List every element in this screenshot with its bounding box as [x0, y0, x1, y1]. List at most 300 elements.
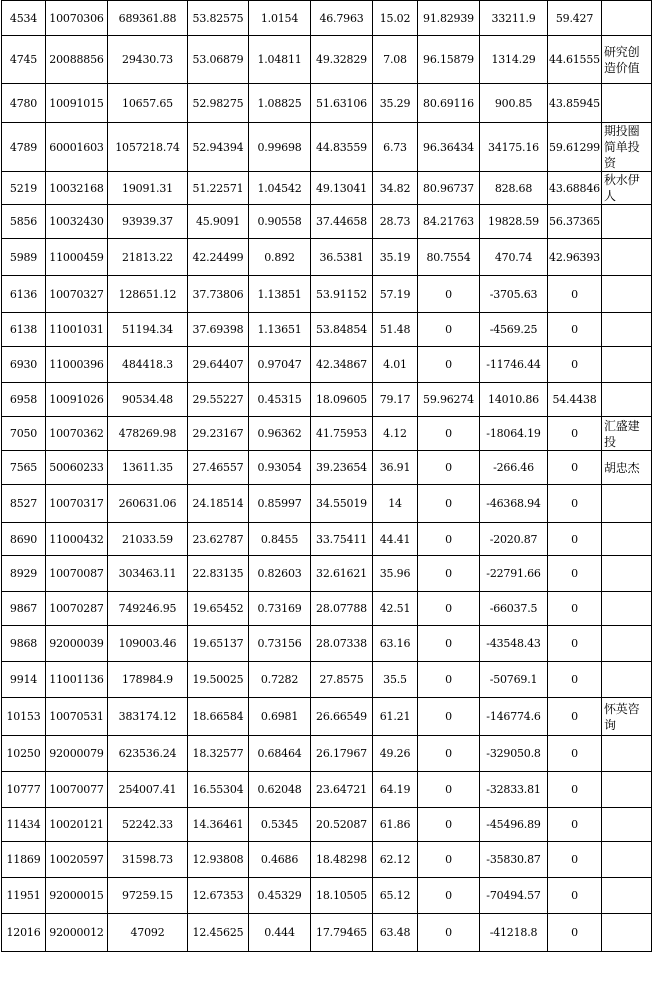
table-cell: 0.85997 [249, 485, 311, 523]
table-cell: 1.13851 [249, 276, 311, 313]
table-cell: 900.85 [480, 84, 548, 123]
table-cell: 260631.06 [108, 485, 188, 523]
table-cell: 26.66549 [311, 698, 373, 736]
table-cell [602, 736, 652, 772]
table-cell: 61.21 [373, 698, 418, 736]
table-cell: -41218.8 [480, 914, 548, 952]
table-cell: 秋水伊人 [602, 172, 652, 205]
table-cell [602, 485, 652, 523]
table-cell: 32.61621 [311, 556, 373, 592]
table-cell: 303463.11 [108, 556, 188, 592]
table-cell: 汇盛建投 [602, 417, 652, 451]
table-row [2, 451, 652, 485]
table-cell: 10070317 [46, 485, 108, 523]
table-cell [602, 626, 652, 662]
table-row [2, 878, 652, 914]
table-cell: 478269.98 [108, 417, 188, 451]
table-row [2, 205, 652, 239]
table-cell [602, 772, 652, 808]
table-cell: 怀英咨询 [602, 698, 652, 736]
table-cell: 0 [548, 772, 602, 808]
table-cell: 11001031 [46, 313, 108, 347]
table-cell: 45.9091 [188, 205, 249, 239]
table-cell [602, 239, 652, 276]
table-cell: 8527 [2, 485, 46, 523]
table-cell: 47092 [108, 914, 188, 952]
table-cell: -4569.25 [480, 313, 548, 347]
table-cell: 6930 [2, 347, 46, 383]
table-cell: 0 [418, 842, 480, 878]
table-cell [602, 914, 652, 952]
table-cell: 8929 [2, 556, 46, 592]
table-cell: 92000039 [46, 626, 108, 662]
table-cell: 60001603 [46, 123, 108, 172]
table-cell [602, 1, 652, 36]
table-cell: 42.34867 [311, 347, 373, 383]
table-cell: 21033.59 [108, 523, 188, 556]
table-cell: 5856 [2, 205, 46, 239]
table-cell: 0 [418, 772, 480, 808]
table-cell: 4.12 [373, 417, 418, 451]
table-cell: 28.73 [373, 205, 418, 239]
table-cell: 0.8455 [249, 523, 311, 556]
table-cell: 0 [418, 347, 480, 383]
table-cell: 10777 [2, 772, 46, 808]
table-cell: 35.29 [373, 84, 418, 123]
table-cell: 1057218.74 [108, 123, 188, 172]
table-cell: 41.75953 [311, 417, 373, 451]
table-cell: 484418.3 [108, 347, 188, 383]
table-cell: 79.17 [373, 383, 418, 417]
table-cell: 0.444 [249, 914, 311, 952]
table-cell: 54.4438 [548, 383, 602, 417]
table-cell [602, 347, 652, 383]
table-cell: 0.97047 [249, 347, 311, 383]
table-cell: 7565 [2, 451, 46, 485]
table-cell: 29430.73 [108, 36, 188, 84]
table-cell: 0.5345 [249, 808, 311, 842]
table-cell: 52.94394 [188, 123, 249, 172]
table-cell: 63.48 [373, 914, 418, 952]
table-cell: -46368.94 [480, 485, 548, 523]
table-row [2, 556, 652, 592]
table-cell: 57.19 [373, 276, 418, 313]
table-cell: 0 [418, 914, 480, 952]
table-cell: 0.99698 [249, 123, 311, 172]
table-row [2, 914, 652, 952]
table-cell: 33211.9 [480, 1, 548, 36]
table-cell: 93939.37 [108, 205, 188, 239]
table-cell [602, 276, 652, 313]
table-cell: 28.07338 [311, 626, 373, 662]
table-cell: 42.96393 [548, 239, 602, 276]
table-cell: 0 [548, 662, 602, 698]
table-body [2, 1, 652, 952]
table-cell: -32833.81 [480, 772, 548, 808]
table-row [2, 123, 652, 172]
table-cell: 28.07788 [311, 592, 373, 626]
table-cell: 5219 [2, 172, 46, 205]
table-cell: 0.45329 [249, 878, 311, 914]
table-cell: 12.45625 [188, 914, 249, 952]
table-cell: 383174.12 [108, 698, 188, 736]
table-cell: 10020597 [46, 842, 108, 878]
table-cell: 0 [548, 523, 602, 556]
table-cell: -35830.87 [480, 842, 548, 878]
table-cell [602, 878, 652, 914]
table-cell: 0 [548, 276, 602, 313]
table-cell: 18.09605 [311, 383, 373, 417]
table-cell: 4.01 [373, 347, 418, 383]
table-cell: 12.93808 [188, 842, 249, 878]
table-cell: 10070327 [46, 276, 108, 313]
table-cell: -11746.44 [480, 347, 548, 383]
table-cell: 胡忠杰 [602, 451, 652, 485]
table-row [2, 417, 652, 451]
table-cell: 0.73169 [249, 592, 311, 626]
table-cell: 92000012 [46, 914, 108, 952]
table-cell: 0 [548, 808, 602, 842]
table-cell: 49.13041 [311, 172, 373, 205]
table-cell: 0 [418, 808, 480, 842]
table-cell: 0.93054 [249, 451, 311, 485]
table-cell: -3705.63 [480, 276, 548, 313]
table-cell: 53.84854 [311, 313, 373, 347]
table-row [2, 662, 652, 698]
table-cell: 4745 [2, 36, 46, 84]
table-cell: 53.91152 [311, 276, 373, 313]
table-cell: 0.45315 [249, 383, 311, 417]
table-cell: 10091026 [46, 383, 108, 417]
table-cell: 14010.86 [480, 383, 548, 417]
table-cell: 0 [418, 626, 480, 662]
table-cell: 128651.12 [108, 276, 188, 313]
table-row [2, 592, 652, 626]
table-cell: 0 [418, 592, 480, 626]
table-cell: 10070306 [46, 1, 108, 36]
table-cell: -2020.87 [480, 523, 548, 556]
table-cell [602, 205, 652, 239]
table-cell: 80.96737 [418, 172, 480, 205]
table-cell: 0 [548, 698, 602, 736]
table-cell: 4780 [2, 84, 46, 123]
table-cell: 34.55019 [311, 485, 373, 523]
table-cell: 84.21763 [418, 205, 480, 239]
table-cell: 11000459 [46, 239, 108, 276]
table-cell: 0 [548, 556, 602, 592]
table-cell: 0 [418, 736, 480, 772]
table-cell: 4534 [2, 1, 46, 36]
table-cell: 0 [548, 417, 602, 451]
data-table [1, 0, 652, 952]
table-cell: 52.98275 [188, 84, 249, 123]
table-row [2, 736, 652, 772]
table-cell: 18.66584 [188, 698, 249, 736]
table-row [2, 1, 652, 36]
table-cell: 5989 [2, 239, 46, 276]
table-cell: 51.48 [373, 313, 418, 347]
table-cell: 36.5381 [311, 239, 373, 276]
table-cell: 80.7554 [418, 239, 480, 276]
table-cell: 10091015 [46, 84, 108, 123]
table-cell: 11000432 [46, 523, 108, 556]
table-cell: 23.64721 [311, 772, 373, 808]
table-cell: 59.427 [548, 1, 602, 36]
table-cell: 96.36434 [418, 123, 480, 172]
table-cell: 39.23654 [311, 451, 373, 485]
table-cell: 0 [418, 451, 480, 485]
table-cell: -70494.57 [480, 878, 548, 914]
table-cell: 97259.15 [108, 878, 188, 914]
table-cell: 35.5 [373, 662, 418, 698]
table-cell: 0 [418, 878, 480, 914]
table-cell: -18064.19 [480, 417, 548, 451]
table-cell: 689361.88 [108, 1, 188, 36]
table-row [2, 772, 652, 808]
table-cell: 0 [418, 662, 480, 698]
table-cell: 43.68846 [548, 172, 602, 205]
table-cell: -266.46 [480, 451, 548, 485]
table-cell: 0 [548, 592, 602, 626]
table-cell: 53.82575 [188, 1, 249, 36]
table-cell: 63.16 [373, 626, 418, 662]
table-cell: 10070531 [46, 698, 108, 736]
table-row [2, 485, 652, 523]
table-cell: 0 [548, 485, 602, 523]
table-cell: -66037.5 [480, 592, 548, 626]
table-cell: 1.04542 [249, 172, 311, 205]
table-cell: 11434 [2, 808, 46, 842]
table-cell: 96.15879 [418, 36, 480, 84]
table-cell: 7050 [2, 417, 46, 451]
table-cell: 29.55227 [188, 383, 249, 417]
table-cell: -45496.89 [480, 808, 548, 842]
table-cell: 65.12 [373, 878, 418, 914]
table-cell: 10020121 [46, 808, 108, 842]
table-cell: 6136 [2, 276, 46, 313]
table-cell: 23.62787 [188, 523, 249, 556]
table-cell [602, 383, 652, 417]
table-cell: 0 [548, 313, 602, 347]
table-cell: 92000015 [46, 878, 108, 914]
table-cell: 11000396 [46, 347, 108, 383]
table-cell: 18.48298 [311, 842, 373, 878]
table-cell: 0 [548, 626, 602, 662]
table-cell: -146774.6 [480, 698, 548, 736]
table-cell: 22.83135 [188, 556, 249, 592]
table-cell: 19091.31 [108, 172, 188, 205]
table-cell: 13611.35 [108, 451, 188, 485]
table-cell: 49.32829 [311, 36, 373, 84]
table-cell: 33.75411 [311, 523, 373, 556]
table-cell: 1.08825 [249, 84, 311, 123]
table-cell: 6.73 [373, 123, 418, 172]
table-cell: 0 [548, 914, 602, 952]
table-cell: 10657.65 [108, 84, 188, 123]
table-cell: 0.82603 [249, 556, 311, 592]
table-cell: 37.69398 [188, 313, 249, 347]
table-cell: 42.51 [373, 592, 418, 626]
table-cell: 178984.9 [108, 662, 188, 698]
table-cell: 0.96362 [249, 417, 311, 451]
table-cell: 0.62048 [249, 772, 311, 808]
table-cell: -43548.43 [480, 626, 548, 662]
table-cell: 17.79465 [311, 914, 373, 952]
table-cell: 11001136 [46, 662, 108, 698]
table-row [2, 172, 652, 205]
table-cell: 27.46557 [188, 451, 249, 485]
table-cell: 6958 [2, 383, 46, 417]
table-cell [602, 592, 652, 626]
table-cell: 10032430 [46, 205, 108, 239]
table-cell: 44.61555 [548, 36, 602, 84]
table-cell: 14 [373, 485, 418, 523]
table-cell: 11951 [2, 878, 46, 914]
table-cell: 29.64407 [188, 347, 249, 383]
table-cell: 0.4686 [249, 842, 311, 878]
table-cell: 749246.95 [108, 592, 188, 626]
table-cell: 9914 [2, 662, 46, 698]
table-cell: 42.24499 [188, 239, 249, 276]
table-cell: 10153 [2, 698, 46, 736]
table-cell [602, 808, 652, 842]
table-cell: 59.96274 [418, 383, 480, 417]
table-cell: 90534.48 [108, 383, 188, 417]
table-cell: 254007.41 [108, 772, 188, 808]
table-cell: 35.96 [373, 556, 418, 592]
table-cell: 24.18514 [188, 485, 249, 523]
table-cell: 1.0154 [249, 1, 311, 36]
table-cell: 10070362 [46, 417, 108, 451]
table-cell: 34.82 [373, 172, 418, 205]
table-cell: 0 [548, 878, 602, 914]
table-row [2, 276, 652, 313]
table-cell: 18.32577 [188, 736, 249, 772]
table-cell: 1314.29 [480, 36, 548, 84]
table-cell: 31598.73 [108, 842, 188, 878]
table-cell: 0 [418, 523, 480, 556]
table-cell: 21813.22 [108, 239, 188, 276]
table-cell: 14.36461 [188, 808, 249, 842]
table-cell: 0 [548, 842, 602, 878]
table-cell: 34175.16 [480, 123, 548, 172]
table-cell: 50060233 [46, 451, 108, 485]
table-cell: 10070077 [46, 772, 108, 808]
table-cell [602, 556, 652, 592]
table-cell: 10250 [2, 736, 46, 772]
table-cell: 15.02 [373, 1, 418, 36]
table-cell: 61.86 [373, 808, 418, 842]
table-row [2, 523, 652, 556]
table-cell: 7.08 [373, 36, 418, 84]
table-cell: 0.68464 [249, 736, 311, 772]
table-cell: 10070087 [46, 556, 108, 592]
table-row [2, 239, 652, 276]
table-row [2, 842, 652, 878]
table-cell: 91.82939 [418, 1, 480, 36]
table-cell [602, 84, 652, 123]
table-cell: 92000079 [46, 736, 108, 772]
table-cell: 1.13651 [249, 313, 311, 347]
table-cell: 19.50025 [188, 662, 249, 698]
table-cell: 0 [548, 451, 602, 485]
table-cell: 109003.46 [108, 626, 188, 662]
table-cell: 51194.34 [108, 313, 188, 347]
table-cell: 37.44658 [311, 205, 373, 239]
table-cell: 16.55304 [188, 772, 249, 808]
table-cell: 53.06879 [188, 36, 249, 84]
table-cell: 51.22571 [188, 172, 249, 205]
table-cell [602, 662, 652, 698]
table-row [2, 808, 652, 842]
table-cell: 64.19 [373, 772, 418, 808]
table-row [2, 698, 652, 736]
table-cell: 36.91 [373, 451, 418, 485]
table-cell: -22791.66 [480, 556, 548, 592]
table-cell: 29.23167 [188, 417, 249, 451]
table-cell: 0 [548, 347, 602, 383]
table-cell: 623536.24 [108, 736, 188, 772]
table-cell: -50769.1 [480, 662, 548, 698]
table-cell: 51.63106 [311, 84, 373, 123]
table-cell: 期投圈简单投资 [602, 123, 652, 172]
table-cell: 0 [548, 736, 602, 772]
table-cell: 0 [418, 276, 480, 313]
table-cell [602, 523, 652, 556]
table-cell [602, 313, 652, 347]
table-cell: 49.26 [373, 736, 418, 772]
table-cell: 9868 [2, 626, 46, 662]
table-row [2, 313, 652, 347]
table-cell: 12.67353 [188, 878, 249, 914]
table-cell: 44.83559 [311, 123, 373, 172]
table-cell: 80.69116 [418, 84, 480, 123]
table-row [2, 347, 652, 383]
table-cell: 10032168 [46, 172, 108, 205]
table-cell: 470.74 [480, 239, 548, 276]
table-row [2, 84, 652, 123]
table-cell: 828.68 [480, 172, 548, 205]
table-cell: 20088856 [46, 36, 108, 84]
table-cell: 研究创造价值 [602, 36, 652, 84]
table-cell: 0 [418, 485, 480, 523]
table-row [2, 383, 652, 417]
table-cell: 11869 [2, 842, 46, 878]
table-cell: 0.6981 [249, 698, 311, 736]
table-row [2, 626, 652, 662]
table-cell: 0 [418, 417, 480, 451]
table-cell: 0 [418, 313, 480, 347]
table-cell: 9867 [2, 592, 46, 626]
table-cell: 20.52087 [311, 808, 373, 842]
table-cell: 35.19 [373, 239, 418, 276]
table-cell: 0.7282 [249, 662, 311, 698]
table-cell: 43.85945 [548, 84, 602, 123]
table-cell: 44.41 [373, 523, 418, 556]
table-cell: 62.12 [373, 842, 418, 878]
table-cell: 12016 [2, 914, 46, 952]
table-cell [602, 842, 652, 878]
table-cell: 8690 [2, 523, 46, 556]
table-cell: 0.90558 [249, 205, 311, 239]
table-cell: 52242.33 [108, 808, 188, 842]
table-cell: 59.61299 [548, 123, 602, 172]
table-cell: 0 [418, 556, 480, 592]
table-cell: 19.65137 [188, 626, 249, 662]
table-cell: 26.17967 [311, 736, 373, 772]
table-row [2, 36, 652, 84]
table-cell: 19828.59 [480, 205, 548, 239]
